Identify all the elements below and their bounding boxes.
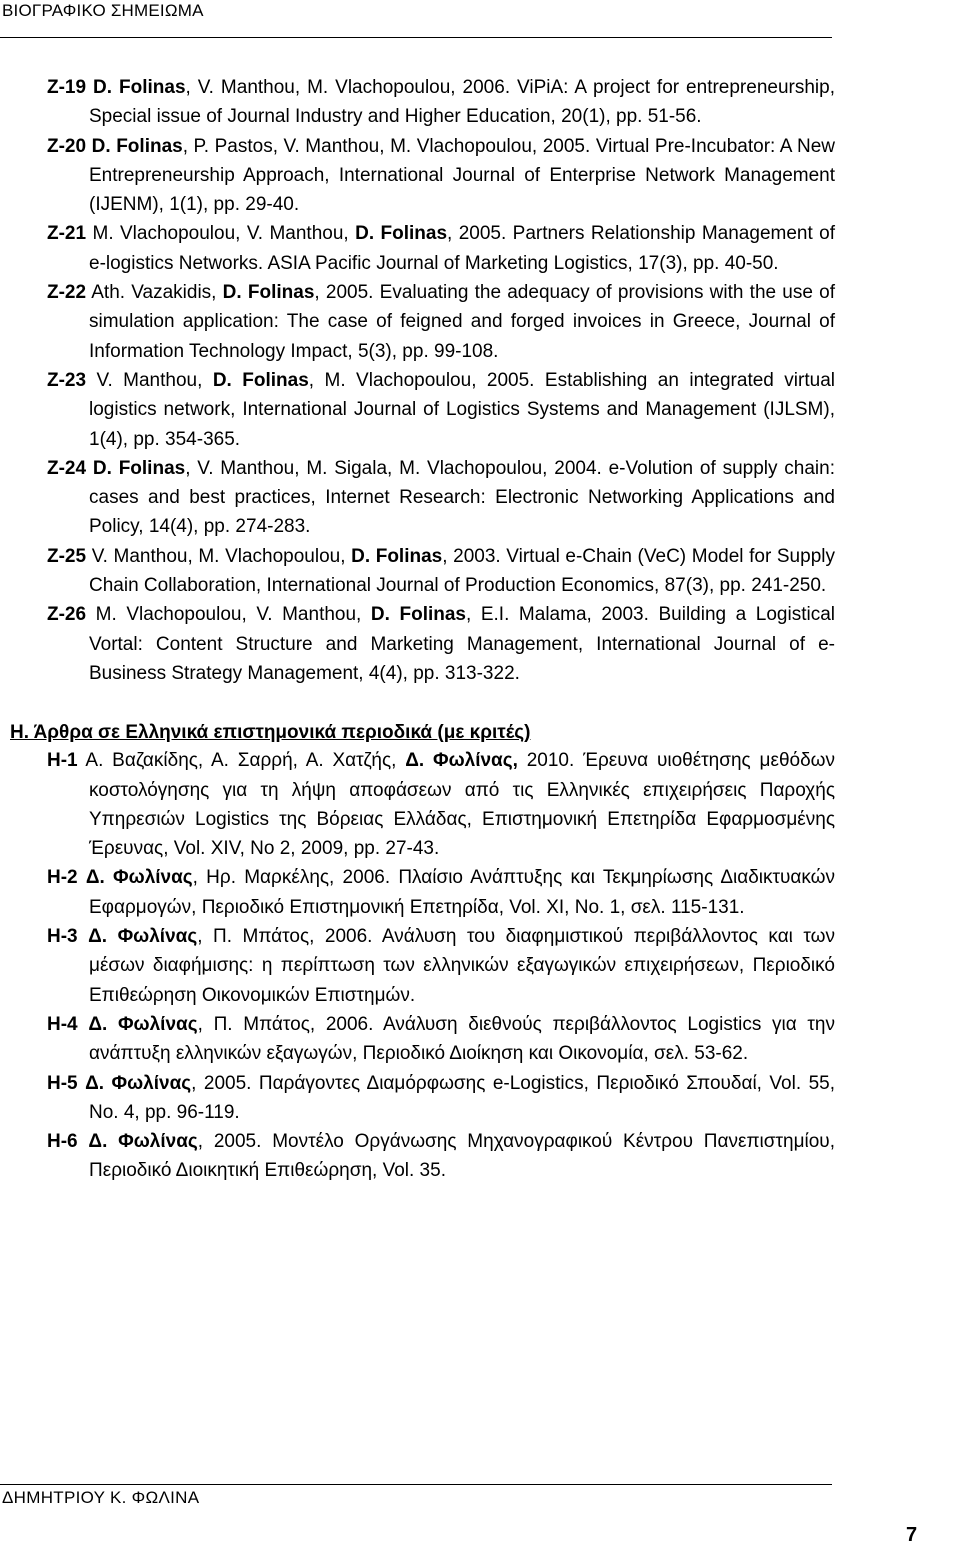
author-highlight: D. Folinas [222, 282, 315, 304]
entry-number: Η-2 [47, 867, 78, 889]
author-highlight: Δ. Φωλίνας [88, 1013, 198, 1035]
author-highlight: D. Folinas [212, 369, 309, 391]
entry-text: , M. Vlachopoulou, 2005. Establishing an integrated virtual logistics network, International Journal of Logistics Systems and Management (IJLSM), 1(4), pp. 354-365. [89, 369, 835, 450]
publication-entry-h3 [47, 922, 835, 1010]
entry-text: , Π. Μπάτος, 2006. Ανάλυση του διαφημιστικού περιβάλλοντος και των μέσων διαφήμισης: η περίπτωση των ελληνικών εξαγωγικών επιχειρήσεων, Περιοδικό Επιθεώρηση Οικονομικών Επιστημών. [89, 926, 835, 1006]
author-highlight: Δ. Φωλίνας [85, 1072, 192, 1094]
entry-authors: Α. Βαζακίδης, Α. Σαρρή, Α. Χατζής, [77, 750, 406, 772]
publication-entry-z22 [47, 278, 835, 366]
entry-text: , 2005. Partners Relationship Management of e-logistics Networks. ASIA Pacific Journal of Marketing Logistics, 17(3), pp. 40-50. [89, 223, 835, 274]
author-highlight: D. Folinas [370, 604, 466, 626]
author-highlight: Δ. Φωλίνας [85, 867, 193, 889]
publication-entry-z26 [47, 600, 835, 688]
publication-entry-z25 [47, 542, 835, 601]
entry-text: , 2005. Παράγοντες Διαμόρφωσης e-Logistics, Περιοδικό Σπουδαί, Vol. 55, No. 4, pp. 96-119. [89, 1072, 836, 1123]
header-rule [0, 37, 832, 38]
entry-number: Z-23 [47, 369, 87, 391]
entry-authors [78, 926, 89, 947]
author-highlight: Δ. Φωλίνας, [405, 750, 518, 772]
entry-number: Z-19 [47, 77, 87, 98]
publication-entry-h4 [47, 1010, 835, 1069]
entry-text: , Π. Μπάτος, 2006. Ανάλυση διεθνούς περιβάλλοντος Logistics για την ανάπτυξη ελληνικών εξαγωγών, Περιοδικό Διοίκηση και Οικονομία, σελ. 53-62. [89, 1013, 835, 1065]
author-highlight: D. Folinas [351, 545, 443, 567]
entry-authors [86, 458, 93, 479]
footer-rule [0, 1484, 832, 1485]
author-highlight: Δ. Φωλίνας [88, 1131, 198, 1153]
publication-entry-h6 [47, 1127, 835, 1186]
entry-text: , P. Pastos, V. Manthou, M. Vlachopoulou, 2005. Virtual Pre-Incubator: A New Entrepreneurship Approach, International Journal of Enterprise Network Management (IJENM), 1(1), pp. 29-40. [89, 135, 835, 216]
entry-authors: V. Manthou, [86, 369, 213, 391]
entry-number: Z-22 [47, 282, 87, 304]
publication-entry-h5 [47, 1069, 835, 1128]
author-highlight: D. Folinas [355, 223, 448, 245]
author-highlight: D. Folinas [93, 77, 186, 98]
entry-number: Η-1 [47, 750, 78, 772]
publication-entry-z24 [47, 454, 835, 542]
entry-number: Z-26 [47, 604, 87, 626]
author-highlight: D. Folinas [91, 135, 183, 157]
document-body [10, 73, 836, 1186]
entry-authors: V. Manthou, M. Vlachopoulou, [86, 545, 352, 567]
entry-text: , 2005. Μοντέλο Οργάνωσης Μηχανογραφικού Κέντρου Πανεπιστημίου, Περιοδικό Διοικητική Επιθεώρηση, Vol. 35. [89, 1131, 835, 1182]
entry-number: Η-4 [47, 1013, 78, 1035]
entry-text: 2010. Έρευνα υιοθέτησης μεθόδων κοστολόγησης για τη λήψη αποφάσεων από τις Ελληνικές επιχειρήσεις Παροχής Υπηρεσιών Logistics της Βόρειας Ελλάδας, Επιστημονική Επετηρίδα Εφαρμοσμένης Έρευνας, Vol. XIV, No 2, 2009, pp. 27-43. [89, 750, 835, 860]
publication-entry-z23 [47, 366, 835, 454]
entry-text: , 2003. Virtual e-Chain (VeC) Model for Supply Chain Collaboration, International Journal of Production Economics, 87(3), pp. 241-250. [89, 545, 835, 597]
entry-authors: M. Vlachopoulou, V. Manthou, [86, 223, 356, 245]
entry-authors: Ath. Vazakidis, [86, 282, 223, 304]
entry-number: Z-25 [47, 545, 87, 567]
entry-text: , 2005. Evaluating the adequacy of provisions with the use of simulation application: The case of feigned and forged invoices in Greece, Journal of Information Technology Impact, 5(3), pp. 99-108. [89, 282, 835, 362]
entry-authors [78, 1014, 89, 1035]
section-heading: Η. Άρθρα σε Ελληνικά επιστημονικά περιοδικά (με κριτές) [10, 722, 531, 744]
entry-number: Η-5 [47, 1072, 78, 1094]
entry-number: Η-3 [47, 926, 78, 948]
publication-entry-h1 [47, 746, 835, 863]
entry-authors [78, 1131, 89, 1152]
entry-number: Z-24 [47, 457, 87, 479]
author-highlight: D. Folinas [92, 457, 186, 479]
entry-authors: M. Vlachopoulou, V. Manthou, [86, 604, 371, 626]
entry-text: , V. Manthou, M. Sigala, M. Vlachopoulou, 2004. e-Volution of supply chain: cases and best practices, Internet Research: Electronic Networking Applications and Policy, 14(4), pp. 274-283. [89, 457, 835, 538]
publication-entry-z20 [47, 132, 835, 220]
publication-entry-h2 [47, 863, 835, 922]
entry-number: Z-20 [47, 135, 87, 157]
publication-entry-z21 [47, 219, 835, 278]
footer-author-name: ΔΗΜΗΤΡΙΟΥ Κ. ΦΩΛΙΝΑ [2, 1488, 200, 1507]
entry-text: , E.I. Malama, 2003. Building a Logistical Vortal: Content Structure and Marketing Management, International Journal of e-Business Strategy Management, 4(4), pp. 313-322. [89, 604, 836, 684]
entry-authors [78, 867, 86, 888]
author-highlight: Δ. Φωλίνας [88, 926, 198, 948]
header-title: ΒΙΟΓΡΑΦΙΚΟ ΣΗΜΕΙΩΜΑ [2, 1, 204, 20]
entry-number: Z-21 [47, 223, 87, 245]
entry-authors [78, 1073, 85, 1094]
entry-text: , Ηρ. Μαρκέλης, 2006. Πλαίσιο Ανάπτυξης και Τεκμηρίωσης Διαδικτυακών Εφαρμογών, Περιοδικό Επιστημονική Επετηρίδα, Vol. XI, No. 1, σελ. 115-131. [89, 867, 836, 918]
entry-text: , V. Manthou, M. Vlachopoulou, 2006. ViPiA: A project for entrepreneurship, Special issue of Journal Industry and Higher Education, 20(1), pp. 51-56. [89, 77, 835, 128]
publication-entry-z19 [47, 73, 835, 132]
entry-number: Η-6 [47, 1131, 78, 1153]
page-number: 7 [906, 1524, 918, 1546]
